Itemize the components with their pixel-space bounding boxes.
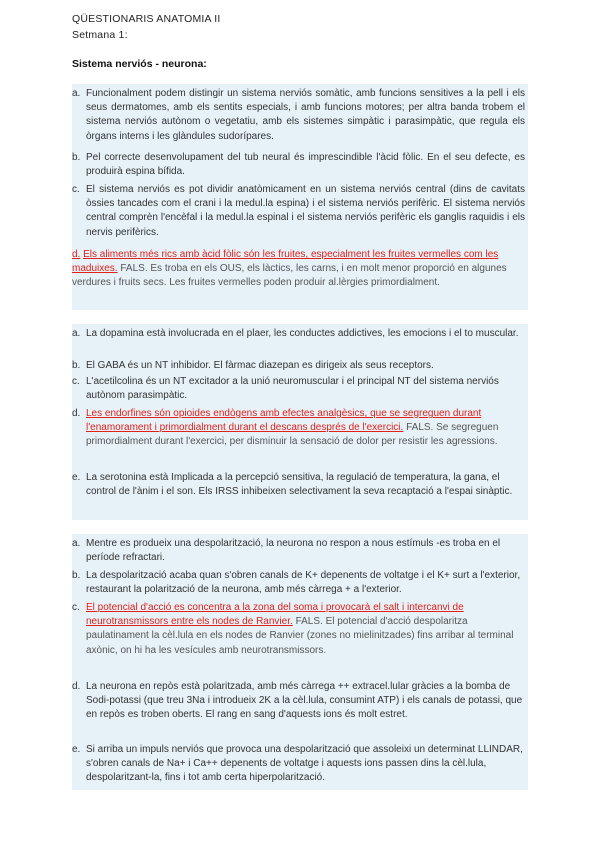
week-label: Setmana 1:: [72, 29, 128, 41]
q1-option-c: c. El sistema nerviós es pot dividir anatòmicament en un sistema nerviós central (dins de cavitats òssies tancades com el crani i la medul.la espina) i el sistema nerviós perifèric. El sistema nerviós central comprèn l'encèfal i la medul.la espinal i el sistema nerviós perifèric els ganglis raquidis i els nervis perifèrics.: [72, 184, 525, 238]
q2-option-d: d. Les endorfines són opioides endògens amb efectes analgèsics, que se segreguen durant l'enamorament i primordialment durant el descans després de l'exercici. FALS. Se segreguen primordialment durant l'exercici, per disminuir la sensació de dolor per resistir les agressions.: [72, 408, 499, 448]
q2-option-a: a. La dopamina està involucrada en el plaer, les conductes addictives, les emocions i el to muscular.: [72, 328, 519, 339]
document-title: QÜESTIONARIS ANATOMIA II: [72, 13, 221, 25]
correction-answer: FALS. Se segreguen primordialment durant l'exercici, per disminuir la sensació de dolor per resistir les agressions.: [86, 422, 499, 448]
false-statement: El potencial d'acció es concentra a la zona del soma i provocarà el salt i intercanvi de neurotransmissors entre els nodes de Ranvier.: [86, 602, 464, 628]
question-block-2: [72, 324, 528, 520]
q3-option-a: a. Mentre es produeix una despolarització, la neurona no respon a nous estímuls -es troba en el període refractari.: [72, 538, 501, 564]
question-block-1: [72, 84, 528, 310]
q2-option-e: e. La serotonina està Implicada a la percepció sensitiva, la regulació de temperatura, la gana, el control de l'ànim i el son. Els IRSS inhibeixen selectivament la seva recaptació a l'espai sinàptic.: [72, 472, 513, 498]
section-title: Sistema nerviós - neurona:: [72, 58, 207, 70]
q1-option-a: a. Funcionalment podem distingir un sistema nerviós somàtic, amb funcions sensitives a la pell i els seus dermatomes, amb els sentits especials, i amb funcions motores; per altra banda trobem el sistema nerviós autònom o vegetatiu, amb els sistemes simpàtic i parasimpàtic, que regula els òrgans interns i les glàndules sudorípares.: [72, 88, 525, 142]
q1-option-d: d. Els aliments més rics amb àcid fòlic són les fruites, especialment les fruites vermelles com les maduixes. FALS. Es troba en els OUS, els làctics, les carns, i en molt menor proporció en algunes verdures i fruits secs. Les fruites vermelles poden produir al.lèrgies primordialment.: [72, 249, 507, 289]
q3-option-b: b. La despolarització acaba quan s'obren canals de K+ depenents de voltatge i el K+ surt a l'exterior, restaurant la polarització de la neurona, amb més càrrega + a l'exterior.: [72, 570, 521, 596]
q2-option-c: c. L'acetilcolina és un NT excitador a la unió neuromuscular i el principal NT del sistema nerviós autònom parasimpàtic.: [72, 376, 499, 402]
q3-option-e: e. Si arriba un impuls nerviós que provoca una despolarització que assoleixi un determinat LLINDAR, s'obren canals de Na+ i Ca++ depenents de voltatge i aquests ions passen dins la cèl.lula, despolaritzant-la, fins i tot amb certa hiperpolarització.: [72, 744, 523, 784]
q2-option-b: b. El GABA és un NT inhibidor. El fàrmac diazepan es dirigeix als seus receptors.: [72, 360, 434, 371]
correction-answer: FALS. El potencial d'acció despolaritza paulatinament la cèl.lula en els nodes de Ranvier (zones no mielinitzades) fins arribar al terminal axònic, on hi ha les vesícules amb neurotransmissors.: [86, 616, 514, 656]
false-statement: Els aliments més rics amb àcid fòlic són les fruites, especialment les fruites vermelles com les maduixes.: [72, 249, 499, 275]
question-block-3: [72, 534, 528, 790]
false-statement: Les endorfines són opioides endògens amb efectes analgèsics, que se segreguen durant l'enamorament i primordialment durant el descans després de l'exercici.: [86, 408, 482, 434]
correction-answer: FALS. Es troba en els OUS, els làctics, les carns, i en molt menor proporció en algunes verdures i fruits secs. Les fruites vermelles poden produir al.lèrgies primordialment.: [72, 263, 507, 289]
q3-option-c: c. El potencial d'acció es concentra a la zona del soma i provocarà el salt i intercanvi de neurotransmissors entre els nodes de Ranvier. FALS. El potencial d'acció despolaritza paulatinament la cèl.lula en els nodes de Ranvier (zones no mielinitzades) fins arribar al terminal axònic, on hi ha les vesícules amb neurotransmissors.: [72, 602, 514, 656]
q3-option-d: d. La neurona en repòs està polaritzada, amb més càrrega ++ extracel.lular gràcies a la bomba de Sodi-potassi (que treu 3Na i introdueix 2K a la cèl.lula, consumint ATP) i els canals de potassi, que en repòs es troben oberts. El rang en sang d'aquests ions és molt estret.: [72, 681, 523, 721]
q1-option-b: b. Pel correcte desenvolupament del tub neural és imprescindible l'àcid fòlic. En el seu defecte, es produirà espina bífida.: [72, 152, 525, 178]
